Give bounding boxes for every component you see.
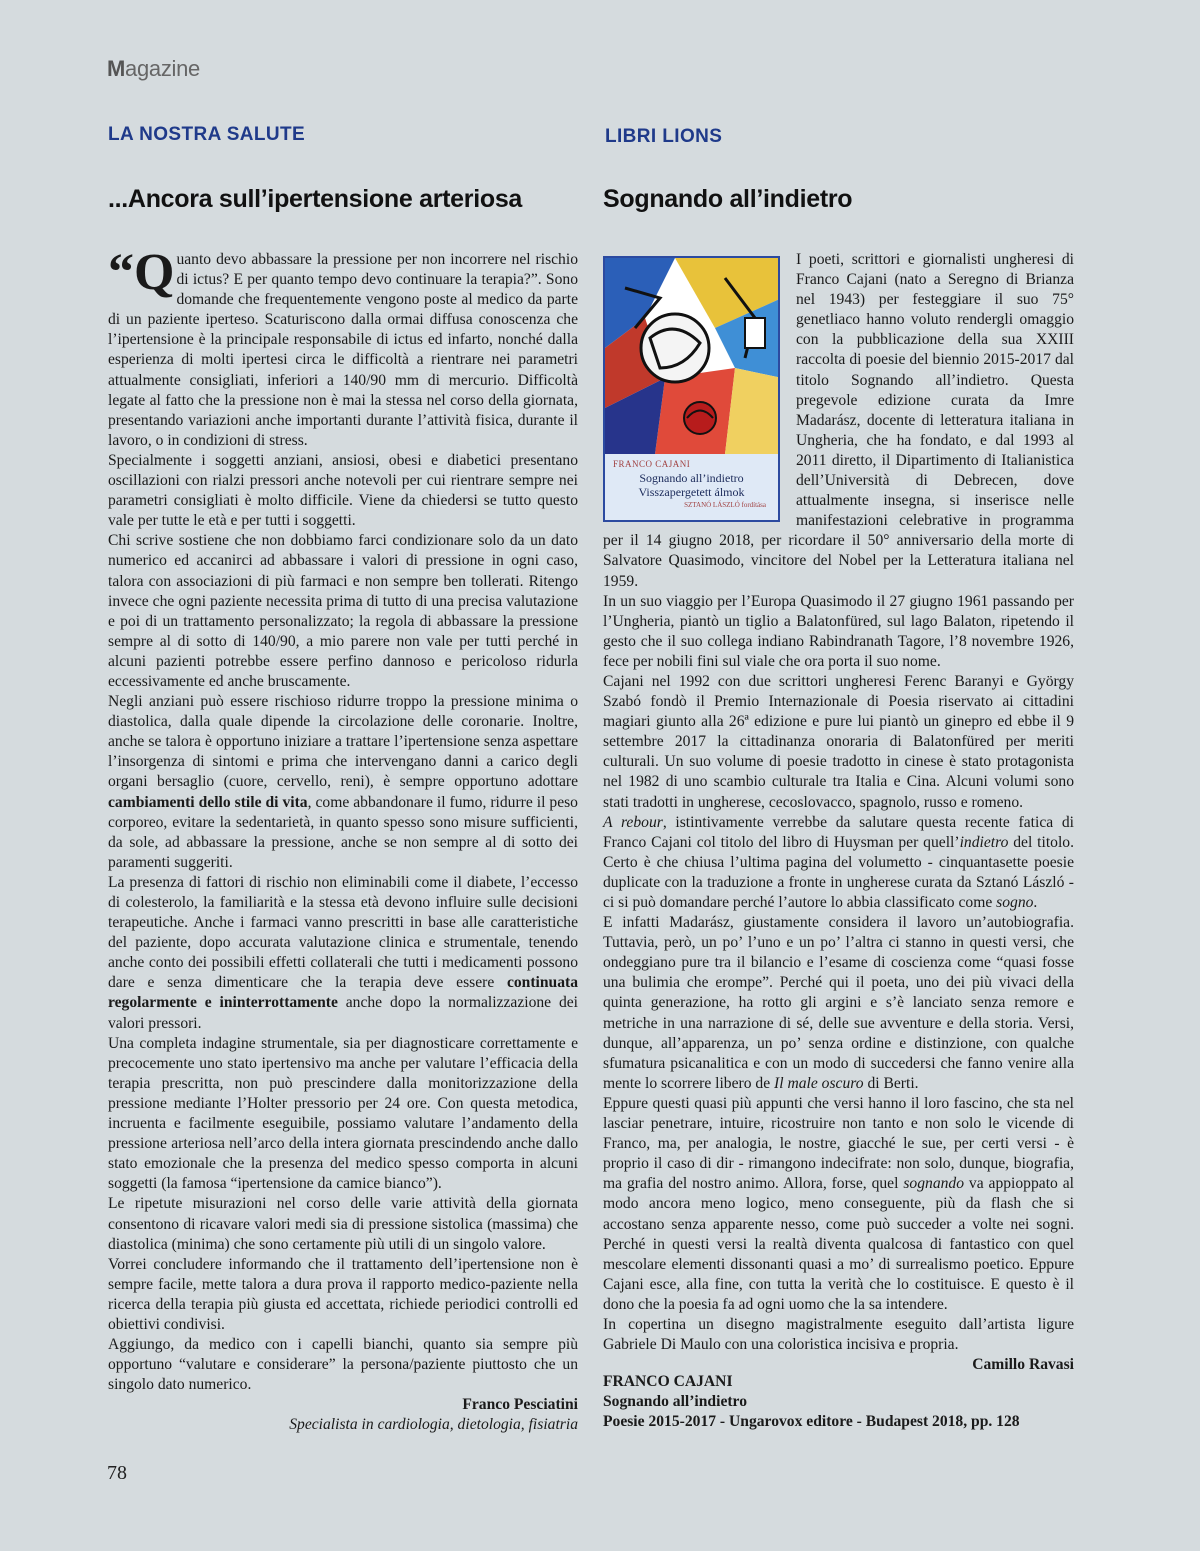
book-cover-image <box>603 256 780 522</box>
paragraph: Le ripetute misurazioni nel corso delle varie attività della giornata consentono di ricavare valori medi sia di pressione sistolica (massima) che diastolica (minima) che sono certamente più utili di un singolo valore. <box>108 1195 578 1253</box>
cover-artwork <box>605 258 780 454</box>
author-signature: Franco Pesciatini <box>462 1396 578 1414</box>
paragraph: Vorrei concludere informando che il trattamento dell’ipertensione non è sempre facile, mette talora a dura prova il rapporto medico-paziente nella ricerca della terapia più giusta ed accettata, richiede periodici controlli ed obiettivi condivisi. <box>108 1255 578 1333</box>
paragraph: Eppure questi quasi più appunti che versi hanno il loro fascino, che sta nel lasciar penetrare, intuire, ricostruire non tanto e non solo le vicende di Franco, ma, per analogia, le nostre, giacché le sue, per certi versi - è proprio il caso di dir - rimangono indecifrate: non solo, dunque, biografia, ma grafia del nostro animo. Allora, forse, quel sognando va appioppato al modo ancora meno logico, meno conseguente, più da flash che si accostano senza apparente nesso, come può succeder a volte nei sogni. Perché in questi versi la realtà diventa qualcosa di fantastico con quel mescolare elementi dissonanti quasi a mo’ di surrealismo poetico. Eppure Cajani esce, alla fine, con tutta la verità che lo costituisce. E questo è il dono che la poesia fa ad ogni uomo che la sa intendere. <box>603 1094 1074 1313</box>
paragraph: I poeti, scrittori e giornalisti ungheresi di Franco Cajani (nato a Seregno di Brianza nel 1943) per festeggiare il suo 75° genetliaco hanno voluto rendergli omaggio con la pubblicazione della sua XXIII raccolta di poesie del biennio 2015-2017 dal titolo Sognando all’indietro. Questa pregevole edizione curata da Imre Madarász, docente di letteratura italiana in Ungheria, che ha fondato, e dal 1993 al 2011 diretto, il Dipartimento di Italianistica dell’Università di Debrecen, dove attualmente insegna, si inserisce nelle manifestazioni celebrative in programma per il 14 giugno 2018, per ricordare il 50° anniversario della morte di Salvatore Quasimodo, vincitore del Nobel per la Letteratura italiana nel 1959. <box>603 251 1074 590</box>
paragraph: Negli anziani può essere rischioso ridurre troppo la pressione minima o diastolica, dalla quale dipende la circolazione delle coronarie. Inoltre, anche se talora è opportuno iniziare a trattare l’ipertensione senza aspettare l’insorgenza di sintomi e prima che intervengano danni a carico degli organi bersaglio (cuore, cervello, reni), è sempre opportuno adottare cambiamenti dello stile di vita, come abbandonare il fumo, ridurre il peso corporeo, evitare la sedentarietà, in quanto spesso sono misure sufficienti, da sole, ad abbassare la pressione, anche se non sempre al di sotto dei paramenti suggeriti. <box>108 693 578 871</box>
author-role: Specialista in cardiologia, dietologia, fisiatria <box>289 1416 578 1434</box>
article-body-right <box>603 250 1074 1375</box>
bib-info: Poesie 2015-2017 - Ungarovox editore - Budapest 2018, pp. 128 <box>603 1413 1020 1430</box>
paragraph: In un suo viaggio per l’Europa Quasimodo il 27 giugno 1961 passando per l’Ungheria, piantò un tiglio a Balatonfüred, sul lago Balaton, ripetendo il gesto che il suo collega indiano Rabindranath Tagore, l’8 novembre 1926, fece per nobili fini sul viale che ora porta il suo nome. <box>603 592 1074 670</box>
cover-title: Sognando all’indietro <box>639 471 744 485</box>
article-body-left <box>108 244 578 1436</box>
page-number: 78 <box>107 1462 127 1484</box>
paragraph: A rebour, istintivamente verrebbe da salutare questa recente fatica di Franco Cajani col titolo del libro di Huysman per quell’indietro del titolo. Certo è che chiusa l’ultima pagina del volumetto - cinquantasette poesie duplicate con la traduzione a fronte in ungherese curata da Sztanó László - ci si può domandare perché l’autore lo abbia classificato come sogno. <box>603 813 1074 911</box>
article-title-right: Sognando all’indietro <box>603 185 853 213</box>
paragraph: Specialmente i soggetti anziani, ansiosi, obesi e diabetici presentano oscillazioni con rialzi pressori anche notevoli per cui rientrare sempre nei parametri consigliati è molto difficile. Viene da chiedersi se tutto questo vale per tutte le età e per tutti i soggetti. <box>108 451 578 530</box>
paragraph: Chi scrive sostiene che non dobbiamo farci condizionare solo da un dato numerico ed accanirci ad abbassare i valori di pressione in ogni caso, talora con associazioni di più farmaci e non sempre ben tollerati. Ritengo invece che ogni paziente necessita prima di tutto di una precisa valutazione e poi di un trattamento personalizzato; la regola di abbassare la pressione sempre al di sotto di 140/90, a mio parere non vale per tutti perché in alcuni pazienti potrebbe essere perfino dannoso e pericoloso ridurla eccessivamente ed anche bruscamente. <box>108 532 578 690</box>
paragraph: Aggiungo, da medico con i capelli bianchi, quanto sia sempre più opportuno “valutare e considerare” la persona/paziente piuttosto che un singolo dato numerico. <box>108 1336 578 1394</box>
author-signature: Camillo Ravasi <box>972 1356 1074 1374</box>
paragraph: In copertina un disegno magistralmente eseguito dall’artista ligure Gabriele Di Maulo con una coloristica incisiva e propria. <box>603 1315 1074 1354</box>
article-title-left: ...Ancora sull’ipertensione arteriosa <box>108 185 523 213</box>
book-bibliography <box>603 1372 1083 1432</box>
paragraph: Cajani nel 1992 con due scrittori ungheresi Ferenc Baranyi e György Szabó fondò il Premio Internazionale di Poesia riservato ai cittadini magiari giunto alla 26ª edizione e pure lui piantò un ginepro ed ebbe il 9 settembre 2017 la cittadinanza onoraria di Balatonfüred per meriti culturali. Un suo volume di poesie tradotto in cinese è stato protagonista nel 1982 di uno scambio culturale tra Italia e Cina. Alcuni volumi sono stati tradotti in ungherese, cecoslovacco, spagnolo, russo e romeno. <box>603 672 1074 811</box>
paragraph: Una completa indagine strumentale, sia per diagnosticare correttamente e precocemente uno stato ipertensivo ma anche per valutare l’efficacia della terapia prescritta, non può prescindere dalla monitorizzazione della pressione mediante l’Holter pressorio per 24 ore. Con questa metodica, incruenta e facilmente eseguibile, possiamo valutare l’andamento della pressione arteriosa nell’arco della intera giornata prescindendo anche dallo stato emozionale che la presenza del medico spesso comporta in alcuni soggetti (la famosa “ipertensione da camice bianco”). <box>108 1034 578 1193</box>
paragraph: E infatti Madarász, giustamente considera il lavoro un’autobiografia. Tuttavia, però, un po’ l’uno e un po’ l’altra ci stanno in questi versi, che ondeggiano pure tra il bilancio e l’esame di coscienza come “quasi fosse una bulimia che erompe”. Perché qui il poeta, uno dei più vivaci della quinta generazione, ha rotto gli argini e s’è lanciato senza remore e metriche in una narrazione di sé, delle sue avventure e della storia. Versi, dunque, all’apparenza, un po’ senza ordine e distinzione, con qualche sfumatura psicanalitica e con un modo di succedersi che fanno venire alla mente lo scorrere libero de Il male oscuro di Berti. <box>603 914 1074 1092</box>
cover-hungarian-title: Visszapergetett álmok <box>638 485 745 499</box>
bib-author: FRANCO CAJANI <box>603 1373 733 1390</box>
paragraph: La presenza di fattori di rischio non eliminabili come il diabete, l’eccesso di colesterolo, la familiarità e la stessa età devono influire sulle decisioni terapeutiche. Anche i farmaci vanno prescritti in base alle caratteristiche del paziente, dopo accurata valutazione clinica e strumentale, tenendo anche conto dei possibili effetti collaterali che tutti i medicamenti possono dare e senza dimenticare che la terapia deve essere continuata regolarmente e ininterrottamente anche dopo la normalizzazione dei valori pressori. <box>108 873 578 1032</box>
cover-title-band <box>605 454 778 522</box>
paragraph: “Quanto devo abbassare la pressione per non incorrere nel rischio di ictus? E per quanto tempo devo continuare la terapia?”. Sono domande che frequentemente vengono poste al medico da parte di un paziente iperteso. Scaturiscono dalla ormai diffusa conoscenza che l’ipertensione è la principale responsabile di ictus ed infarto, nonché dalla esperienza di molti ipertesi circa le difficoltà a rientrare nei parametri attualmente consigliati, inferiori a 140/90 mm di mercurio. Difficoltà legate al fatto che la pressione non è mai la stessa nel corso della giornata, presentando variazioni anche importanti durante l’attività fisica, durante il lavoro, o in condizioni di stress. <box>108 244 578 449</box>
bib-title: Sognando all’indietro <box>603 1393 747 1410</box>
section-label-left: LA NOSTRA SALUTE <box>108 124 306 145</box>
cover-author: FRANCO CAJANI <box>613 459 691 469</box>
cover-translator: SZTANÓ LÁSZLÓ fordítása <box>684 501 766 509</box>
section-label-right: LIBRI LIONS <box>605 126 723 147</box>
magazine-masthead: Magazine <box>107 56 200 81</box>
drop-cap: “Q <box>108 244 175 301</box>
